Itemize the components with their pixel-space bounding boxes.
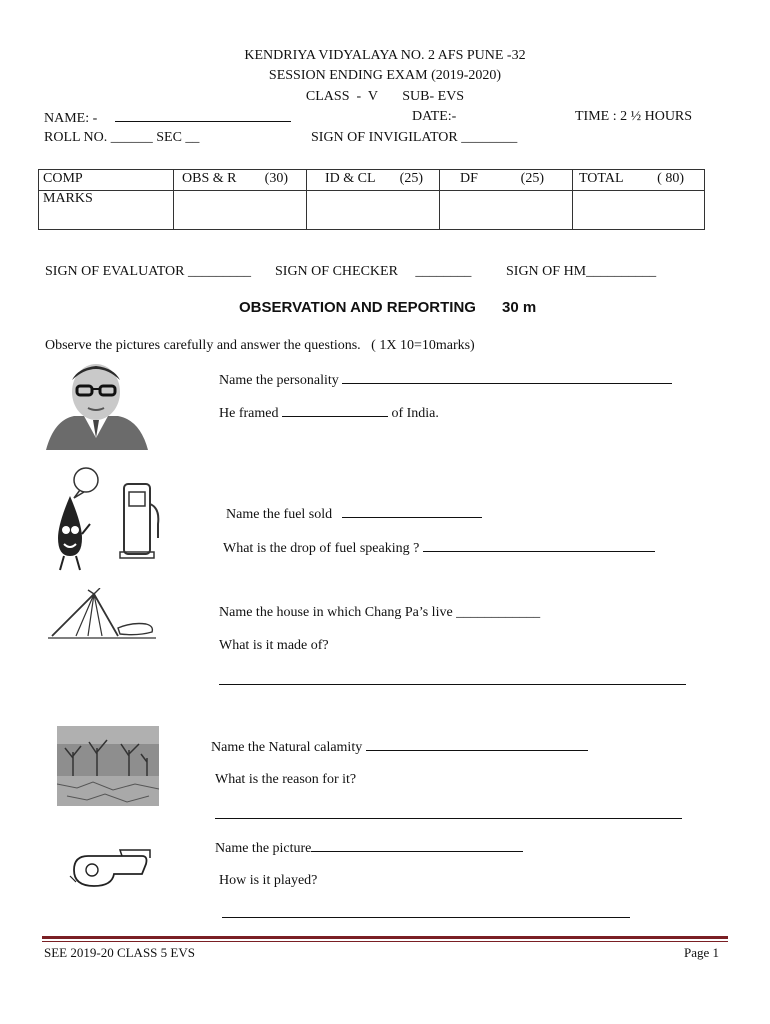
q1b-answer-blank[interactable]: [282, 404, 388, 417]
drought-landscape-icon: [57, 726, 159, 806]
df-marks-cell[interactable]: [440, 191, 573, 230]
q4-answer-line[interactable]: [215, 818, 682, 819]
name-field[interactable]: [44, 109, 291, 127]
q5-picture: Name the picture: [215, 839, 523, 857]
fuel-drop-pump-icon: [44, 464, 164, 576]
df-cell: DF (25): [440, 170, 573, 191]
q3-answer-line[interactable]: [219, 684, 686, 685]
q1-framed: He framed of India.: [219, 406, 439, 421]
q4-reason: What is the reason for it?: [215, 772, 357, 787]
q2-fuel: Name the fuel sold: [226, 505, 482, 523]
obs-marks-cell[interactable]: [174, 191, 307, 230]
footer-divider-thin: [42, 941, 728, 942]
q5-answer-line[interactable]: [222, 917, 630, 918]
q1-personality: Name the personality: [219, 371, 672, 389]
total-marks-cell[interactable]: [573, 191, 705, 230]
name-blank[interactable]: [115, 109, 291, 122]
marks-table: [38, 169, 705, 230]
idcl-marks-cell[interactable]: [307, 191, 440, 230]
q2b-answer-blank[interactable]: [423, 539, 655, 552]
exam-title: SESSION ENDING EXAM (2019-2020): [268, 68, 502, 83]
q3-made-of: What is it made of?: [219, 638, 329, 653]
hm-sign[interactable]: SIGN OF HM__________: [506, 264, 657, 279]
q4-answer-blank[interactable]: [366, 738, 588, 751]
invigilator-sign[interactable]: SIGN OF INVIGILATOR ________: [311, 130, 518, 145]
idcl-cell: ID & CL (25): [307, 170, 440, 191]
q2-drop: What is the drop of fuel speaking ?: [223, 539, 655, 557]
section-title: OBSERVATION AND REPORTING: [239, 299, 476, 316]
class-subject: CLASS - V SUB- EVS: [305, 89, 465, 104]
evaluator-sign[interactable]: SIGN OF EVALUATOR _________: [45, 264, 252, 279]
name-label: NAME: -: [44, 111, 98, 126]
section-marks: 30 m: [502, 299, 537, 316]
footer-divider: [42, 936, 728, 939]
personality-portrait-icon: [44, 358, 148, 450]
obs-cell: OBS & R (30): [174, 170, 307, 191]
school-title: KENDRIYA VIDYALAYA NO. 2 AFS PUNE -32: [244, 48, 526, 63]
q5-answer-blank[interactable]: [311, 839, 523, 852]
time-label: TIME : 2 ½ HOURS: [575, 109, 693, 124]
date-label: DATE:-: [412, 109, 457, 124]
page-number: Page 1: [684, 945, 720, 960]
marks-label-cell: MARKS: [39, 191, 174, 230]
q2-answer-blank[interactable]: [342, 505, 482, 518]
whistle-icon: [68, 846, 156, 892]
total-cell: TOTAL ( 80): [573, 170, 705, 191]
comp-cell: COMP: [39, 170, 174, 191]
footer-left: SEE 2019-20 CLASS 5 EVS: [44, 945, 195, 960]
q4-calamity: Name the Natural calamity: [211, 738, 588, 756]
tent-icon: [48, 588, 158, 644]
q5-how-played: How is it played?: [219, 873, 318, 888]
roll-sec-field[interactable]: ROLL NO. ______ SEC __: [44, 130, 200, 145]
q3-house: Name the house in which Chang Pa’s live ____________: [219, 605, 541, 620]
checker-sign[interactable]: SIGN OF CHECKER ________: [275, 264, 472, 279]
instruction: Observe the pictures carefully and answer the questions. ( 1X 10=10marks): [45, 338, 475, 353]
q1-answer-blank[interactable]: [342, 371, 672, 384]
